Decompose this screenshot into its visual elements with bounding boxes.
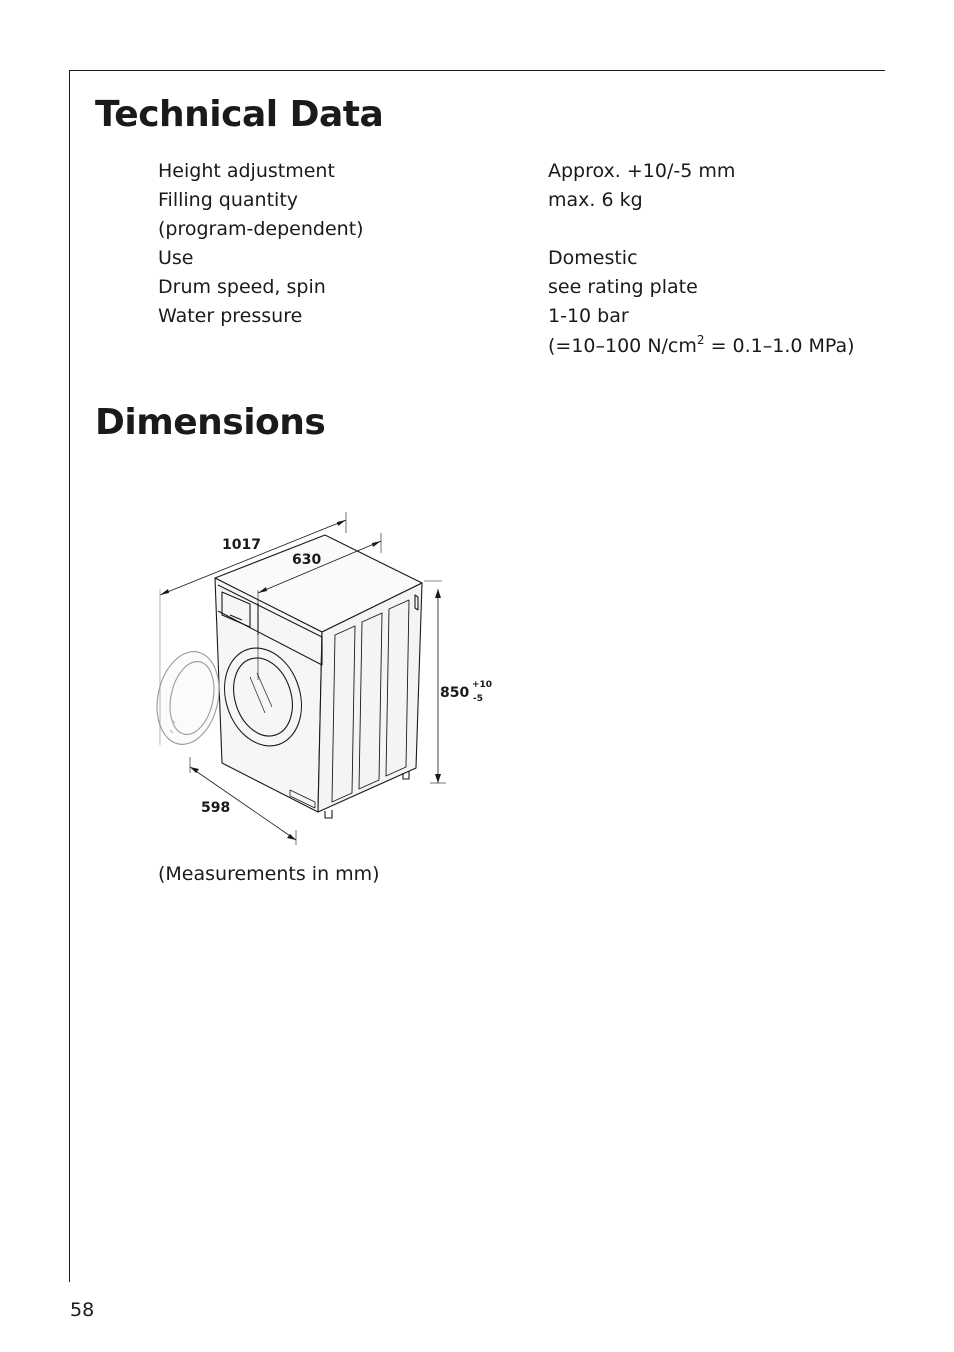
page-number: 58 [70, 1299, 95, 1321]
spec-row [158, 244, 878, 273]
dim-tolerance-plus: +10 [472, 680, 493, 690]
dimensions-heading: Dimensions [95, 402, 326, 443]
spec-value: 1-10 bar [548, 305, 629, 327]
spec-table [158, 157, 878, 358]
spec-label: Height adjustment [158, 160, 335, 182]
left-rule [69, 70, 70, 1282]
dim-label-1017: 1017 [222, 537, 261, 553]
pressure-detail [548, 332, 855, 361]
measurement-caption: (Measurements in mm) [158, 863, 380, 885]
dim-tolerance-minus: -5 [473, 694, 483, 704]
top-rule [69, 70, 885, 71]
spec-label: (program-dependent) [158, 218, 364, 240]
spec-value: max. 6 kg [548, 189, 643, 211]
pressure-detail-sup: 2 [696, 333, 705, 347]
spec-label: Filling quantity [158, 189, 299, 211]
dim-label-630: 630 [292, 552, 322, 568]
dim-label-850: 850 [440, 685, 470, 701]
technical-data-heading: Technical Data [95, 94, 384, 135]
dim-label-598: 598 [201, 800, 231, 816]
spec-value: Domestic [548, 247, 638, 269]
spec-value: see rating plate [548, 276, 698, 298]
pressure-detail-after: = 0.1–1.0 MPa) [704, 335, 855, 357]
dimension-drawing [150, 505, 510, 850]
pressure-detail-before: (=10–100 N/cm [548, 335, 697, 357]
washing-machine-diagram [150, 505, 510, 854]
spec-row [158, 273, 878, 302]
spec-label: Water pressure [158, 305, 303, 327]
spec-row-pressure-detail [158, 331, 878, 358]
spec-label: Use [158, 247, 194, 269]
spec-value: Approx. +10/-5 mm [548, 160, 736, 182]
spec-row [158, 302, 878, 331]
spec-label: Drum speed, spin [158, 276, 326, 298]
spec-row [158, 186, 878, 215]
spec-row [158, 157, 878, 186]
spec-row [158, 215, 878, 244]
